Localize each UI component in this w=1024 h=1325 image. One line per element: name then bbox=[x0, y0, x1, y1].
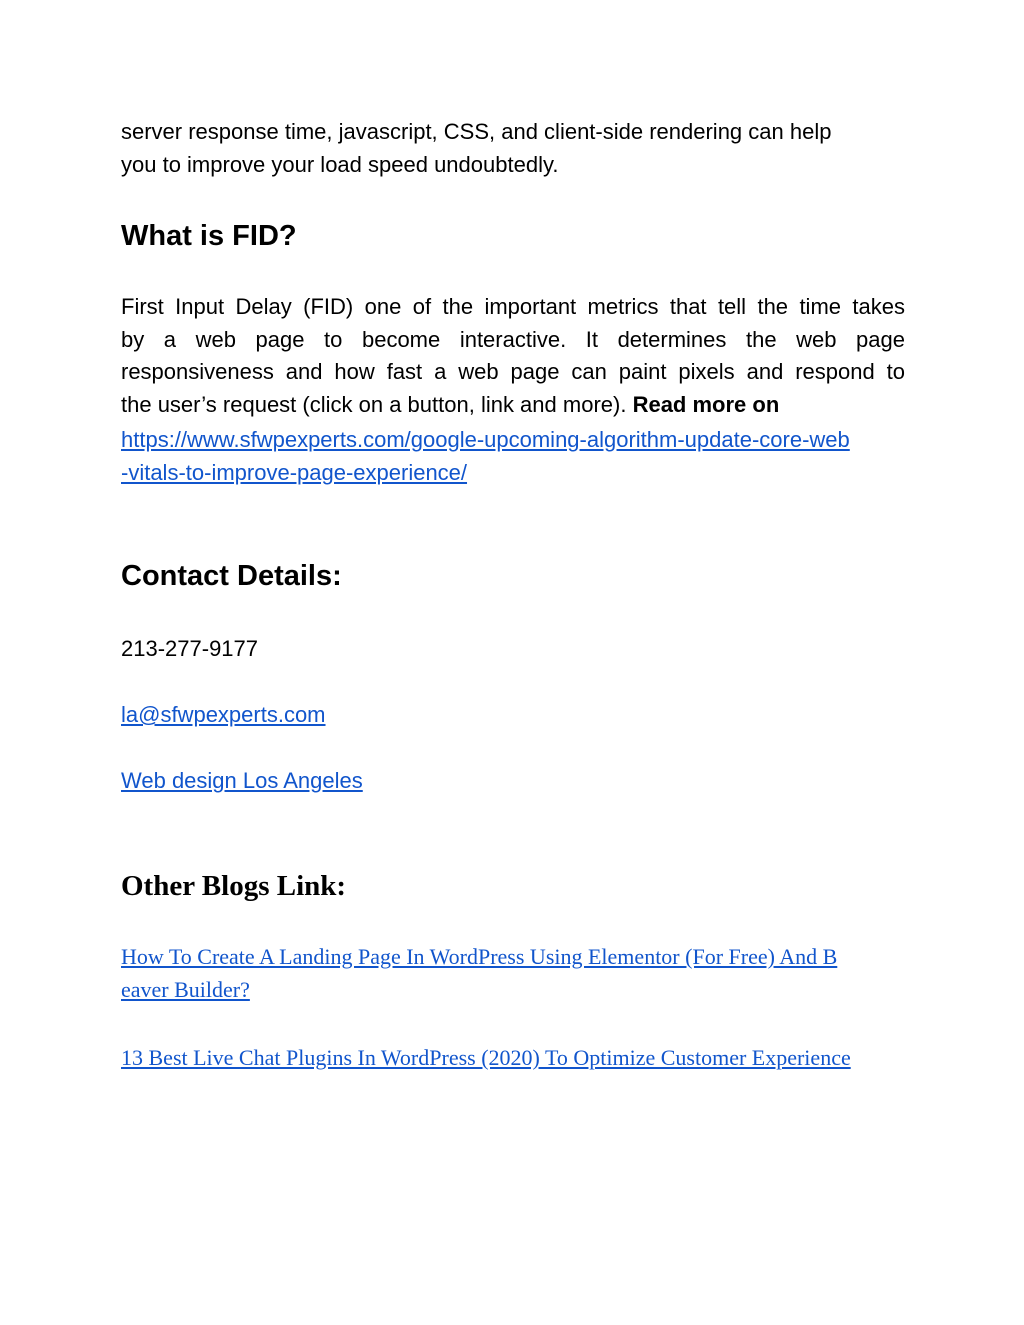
fid-heading: What is FID? bbox=[121, 220, 297, 252]
fid-article-link-line-2[interactable]: -vitals-to-improve-page-experience/ bbox=[121, 459, 468, 485]
contact-email-link[interactable]: la@sfwpexperts.com bbox=[121, 702, 326, 727]
contact-email-wrap bbox=[121, 702, 326, 728]
fid-line-4: the user’s request (click on a button, link and more). bbox=[121, 391, 627, 417]
blog-link-live-chat[interactable]: 13 Best Live Chat Plugins In WordPress (2020) To Optimize Customer Experience bbox=[121, 1045, 851, 1070]
fid-line-1: First Input Delay (FID) one of the important metrics that tell the time takes bbox=[121, 294, 905, 319]
blog-link-live-chat-wrap bbox=[121, 1042, 905, 1075]
fid-paragraph bbox=[121, 291, 905, 421]
web-design-link[interactable]: Web design Los Angeles bbox=[121, 768, 363, 793]
fid-line-3: responsiveness and how fast a web page can paint pixels and respond to bbox=[121, 359, 905, 384]
web-design-wrap bbox=[121, 768, 363, 794]
blog-link-landing-page-line-2[interactable]: eaver Builder? bbox=[121, 976, 250, 1002]
fid-article-link[interactable] bbox=[121, 424, 905, 489]
read-more-label: Read more on bbox=[632, 391, 780, 417]
contact-phone: 213-277-9177 bbox=[121, 636, 259, 661]
fid-line-2: by a web page to become interactive. It determines the web page bbox=[121, 326, 905, 352]
blog-link-landing-page-line-1[interactable]: How To Create A Landing Page In WordPress Using Elementor (For Free) And B bbox=[121, 944, 838, 969]
blog-link-landing-page[interactable] bbox=[121, 941, 905, 1006]
fid-article-link-line-1[interactable]: https://www.sfwpexperts.com/google-upcoming-algorithm-update-core-web bbox=[121, 427, 850, 452]
intro-line-2: you to improve your load speed undoubtedly. bbox=[121, 151, 559, 177]
intro-paragraph bbox=[121, 116, 905, 181]
contact-heading: Contact Details: bbox=[121, 560, 342, 592]
intro-line-1: server response time, javascript, CSS, and client-side rendering can help bbox=[121, 119, 832, 144]
other-blogs-heading: Other Blogs Link: bbox=[121, 870, 347, 902]
fid-line-4-wrap bbox=[121, 389, 905, 422]
